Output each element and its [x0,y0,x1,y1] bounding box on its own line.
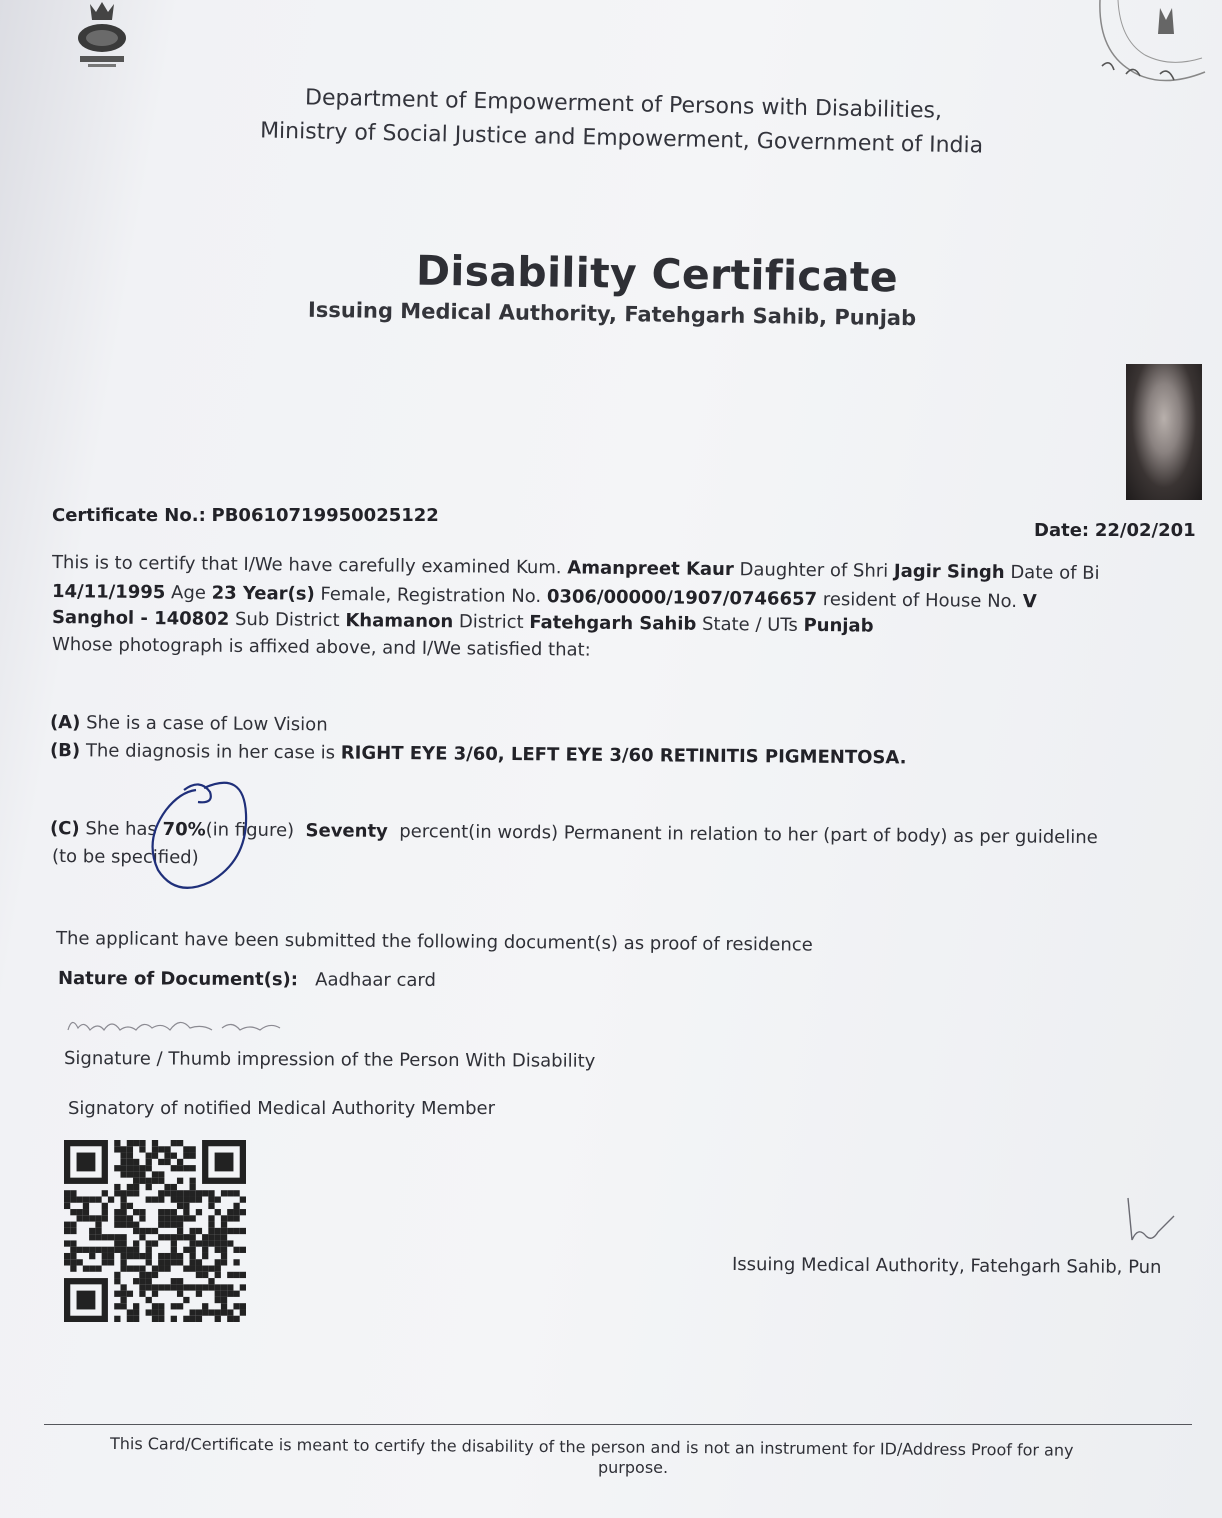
percentage-in-words: Seventy [305,820,388,842]
disability-percentage: 70% [162,818,206,841]
text: District [458,611,524,633]
authority-signature [1118,1196,1178,1250]
applicant-signature [62,1010,292,1040]
registration-number: 0306/00000/1907/0746657 [546,586,818,611]
text: She has [85,818,157,840]
page-title: Disability Certificate [415,246,899,302]
item-c-label: (C) [49,818,80,840]
pen-circle-mark [140,770,260,900]
member-signatory-label: Signatory of notified Medical Authority Member [68,1098,495,1119]
documents-label: Nature of Document(s): [57,968,299,991]
text: Age [170,582,207,604]
applicant-photo [1126,364,1202,500]
state: Punjab [803,614,874,637]
official-seal-icon [1090,0,1210,95]
person-signature-label: Signature / Thumb impression of the Person With Disability [63,1048,596,1072]
date-row [1034,520,1196,541]
documents-value: Aadhaar card [315,969,437,991]
qr-code [64,1140,246,1322]
item-a-label: (A) [49,712,81,734]
text: resident of House No. [822,589,1018,613]
diagnosis: RIGHT EYE 3/60, LEFT EYE 3/60 RETINITIS PIGMENTOSA. [340,742,907,769]
item-a-text: She is a case of Low Vision [86,712,328,736]
footer-note-line-1: This Card/Certificate is meant to certify the disability of the person and is not an instrument for ID/Address Proof for any [109,1434,1074,1460]
village-pincode: Sanghol - 140802 [51,607,230,630]
documents-intro: The applicant have been submitted the following document(s) as proof of residence [55,928,813,956]
certificate-number-row [52,505,439,526]
text: This is to certify that I/We have carefully examined Kum. [51,552,562,579]
documents-row [58,968,436,991]
text: (in figure) [205,819,295,842]
page-subtitle: Issuing Medical Authority, Fatehgarh Sahib, Punjab [307,297,917,331]
house-number: V [1022,591,1037,613]
issuing-authority-label: Issuing Medical Authority, Fatehgarh Sahib, Pun [731,1254,1162,1278]
text: Sub District [234,608,340,632]
department-line-1: Department of Empowerment of Persons with Disabilities, [304,85,943,124]
item-c-line-2: (to be specified) [51,846,199,869]
text: Date of Bi [1010,562,1100,584]
date-value: 22/02/201 [1094,520,1196,541]
applicant-name: Amanpreet Kaur [567,557,734,581]
item-a [50,712,328,735]
paragraph-line-4: Whose photograph is affixed above, and I/We satisfied that: [51,634,591,661]
footer-divider [44,1424,1192,1425]
item-b-text: The diagnosis in her case is [85,740,336,764]
department-line-2: Ministry of Social Justice and Empowerment, Government of India [259,118,984,159]
certificate-number: PB0610719950025122 [211,505,439,526]
text: Daughter of Shri [739,559,889,582]
national-emblem-icon [70,0,134,70]
father-name: Jagir Singh [893,560,1005,583]
age: 23 Year(s) [211,582,315,605]
sub-district: Khamanon [345,610,454,633]
date-of-birth: 14/11/1995 [51,581,166,604]
text: State / UTs [701,613,798,636]
district: Fatehgarh Sahib [529,611,697,635]
certificate-number-label: Certificate No.: [52,505,206,526]
date-label: Date: [1034,520,1090,541]
text: percent(in words) Permanent in relation to her (part of body) as per guideline [399,821,1098,849]
item-b-label: (B) [49,740,81,762]
text: Female, Registration No. [320,583,542,608]
footer-note-line-2: purpose. [598,1458,669,1477]
